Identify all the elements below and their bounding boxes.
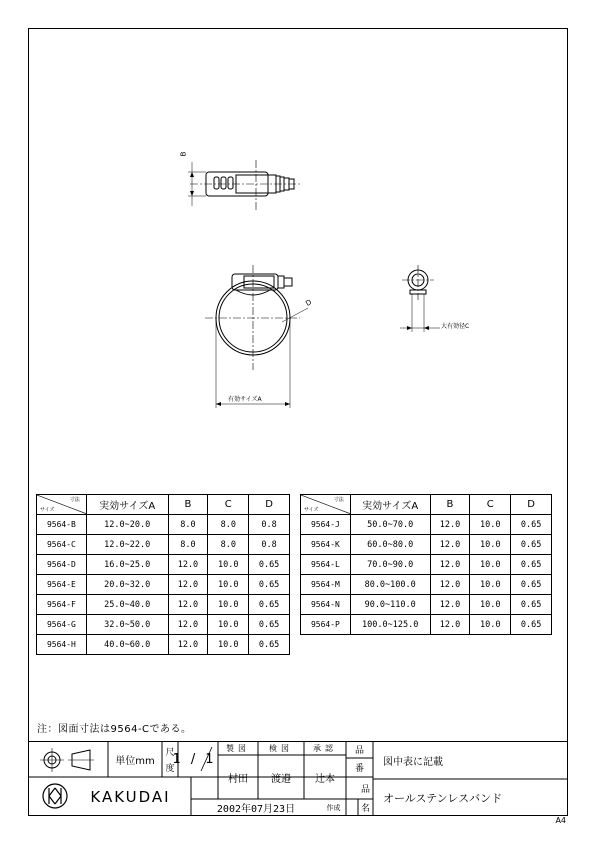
header-c: C xyxy=(208,495,249,515)
cell-code: 9564-M xyxy=(301,575,351,595)
part-name: オールステンレスバンド xyxy=(383,791,503,805)
cell-a: 12.0~20.0 xyxy=(86,515,168,535)
cell-c: 10.0 xyxy=(208,635,249,655)
cell-a: 12.0~22.0 xyxy=(86,535,168,555)
header-d: D xyxy=(249,495,290,515)
cell-a: 70.0~90.0 xyxy=(350,555,430,575)
unit-label: 単位mm xyxy=(115,755,155,767)
cell-b: 12.0 xyxy=(168,555,208,575)
clamp-front-view xyxy=(216,274,292,355)
cell-c: 10.0 xyxy=(208,575,249,595)
date: 2002年07月23日 xyxy=(216,804,296,815)
cell-a: 20.0~32.0 xyxy=(86,575,168,595)
cell-b: 12.0 xyxy=(168,615,208,635)
cell-a: 40.0~60.0 xyxy=(86,635,168,655)
role-check: 検図 xyxy=(269,743,293,753)
cell-c: 10.0 xyxy=(470,515,511,535)
cell-c: 10.0 xyxy=(470,555,511,575)
table-row xyxy=(37,615,290,635)
cell-code: 9564-D xyxy=(37,555,87,575)
cell-code: 9564-L xyxy=(301,555,351,575)
cell-c: 10.0 xyxy=(208,615,249,635)
cell-code: 9564-B xyxy=(37,515,87,535)
cell-c: 10.0 xyxy=(470,615,511,635)
date-suffix: 作成 xyxy=(326,803,341,812)
table-row xyxy=(37,535,290,555)
name-check: 渡邉 xyxy=(271,773,291,785)
corner-top-label: 寸法 xyxy=(69,497,80,503)
part-no-label-2: 番 xyxy=(354,764,364,774)
header-b: B xyxy=(168,495,208,515)
cell-d: 0.65 xyxy=(511,555,552,575)
projection-symbol-icon xyxy=(40,748,94,772)
cell-d: 0.65 xyxy=(249,635,290,655)
paper-size: A4 xyxy=(555,816,566,825)
cell-a: 60.0~80.0 xyxy=(350,535,430,555)
table-row xyxy=(301,615,552,635)
cell-b: 12.0 xyxy=(430,535,470,555)
title-block xyxy=(28,741,568,816)
table-row xyxy=(301,575,552,595)
cell-d: 0.65 xyxy=(249,575,290,595)
cell-d: 0.65 xyxy=(249,595,290,615)
scale-label-2: 度 xyxy=(165,763,175,774)
table-row xyxy=(301,595,552,615)
cell-a: 16.0~25.0 xyxy=(86,555,168,575)
cell-a: 25.0~40.0 xyxy=(86,595,168,615)
cell-d: 0.8 xyxy=(249,515,290,535)
table-row xyxy=(301,555,552,575)
cell-code: 9564-K xyxy=(301,535,351,555)
drawing-note: 注：図面寸法は9564-Cである。 xyxy=(37,724,192,735)
cell-code: 9564-C xyxy=(37,535,87,555)
cell-b: 12.0 xyxy=(168,635,208,655)
table-row xyxy=(37,555,290,575)
cell-b: 12.0 xyxy=(168,595,208,615)
header-d: D xyxy=(511,495,552,515)
role-approve: 承認 xyxy=(313,743,337,753)
name-approve: 辻本 xyxy=(315,773,335,785)
cell-b: 8.0 xyxy=(168,515,208,535)
corner-cell xyxy=(37,495,87,515)
corner-bottom-label: サイズ xyxy=(40,507,55,513)
part-number: 図中表に記載 xyxy=(383,756,443,768)
cell-b: 8.0 xyxy=(168,535,208,555)
scale-value: 1/1 xyxy=(172,751,224,767)
cell-code: 9564-P xyxy=(301,615,351,635)
dim-d-label: D xyxy=(304,298,314,308)
cell-b: 12.0 xyxy=(430,515,470,535)
name-design: 村田 xyxy=(228,773,248,785)
spec-table-right xyxy=(300,494,552,635)
cell-code: 9564-G xyxy=(37,615,87,635)
header-a: 実効サイズA xyxy=(86,495,168,515)
table-row xyxy=(37,575,290,595)
part-name-label-1: 品 xyxy=(360,784,370,795)
cell-b: 12.0 xyxy=(430,555,470,575)
cell-d: 0.65 xyxy=(511,535,552,555)
cell-d: 0.65 xyxy=(511,575,552,595)
cell-code: 9564-E xyxy=(37,575,87,595)
cell-a: 80.0~100.0 xyxy=(350,575,430,595)
dim-b-label: B xyxy=(179,151,188,157)
cell-d: 0.65 xyxy=(249,555,290,575)
cell-b: 12.0 xyxy=(430,595,470,615)
table-row xyxy=(37,515,290,535)
cell-c: 8.0 xyxy=(208,535,249,555)
role-design: 製図 xyxy=(226,743,250,753)
table-row xyxy=(301,535,552,555)
table-header-row xyxy=(37,495,290,515)
dim-a-label: 有効サイズA xyxy=(228,396,262,403)
cell-b: 12.0 xyxy=(430,575,470,595)
cell-c: 10.0 xyxy=(208,555,249,575)
cell-code: 9564-F xyxy=(37,595,87,615)
cell-c: 8.0 xyxy=(208,515,249,535)
cell-c: 10.0 xyxy=(470,575,511,595)
corner-cell xyxy=(301,495,351,515)
cell-b: 12.0 xyxy=(430,615,470,635)
table-row xyxy=(37,595,290,615)
cell-a: 90.0~110.0 xyxy=(350,595,430,615)
corner-bottom-label: サイズ xyxy=(304,507,319,513)
cell-a: 32.0~50.0 xyxy=(86,615,168,635)
cell-d: 0.65 xyxy=(511,515,552,535)
spec-table-left xyxy=(36,494,290,655)
kakudai-logo-icon xyxy=(43,784,67,808)
header-c: C xyxy=(470,495,511,515)
cell-code: 9564-H xyxy=(37,635,87,655)
part-no-label-1: 品 xyxy=(354,746,364,756)
cell-a: 50.0~70.0 xyxy=(350,515,430,535)
part-name-label-2: 名 xyxy=(360,804,370,814)
cell-c: 10.0 xyxy=(208,595,249,615)
cell-d: 0.8 xyxy=(249,535,290,555)
table-header-row xyxy=(301,495,552,515)
cell-b: 12.0 xyxy=(168,575,208,595)
cell-c: 10.0 xyxy=(470,535,511,555)
cell-code: 9564-J xyxy=(301,515,351,535)
cell-d: 0.65 xyxy=(511,595,552,615)
company-name: KAKUDAI xyxy=(90,788,171,806)
table-row xyxy=(301,515,552,535)
dim-thick-label: 大有効径C xyxy=(441,323,470,330)
header-b: B xyxy=(430,495,470,515)
header-a: 実効サイズA xyxy=(350,495,430,515)
cell-code: 9564-N xyxy=(301,595,351,615)
corner-top-label: 寸法 xyxy=(333,497,344,503)
cell-c: 10.0 xyxy=(470,595,511,615)
table-row xyxy=(37,635,290,655)
scale-label-1: 尺 xyxy=(165,747,175,758)
cell-a: 100.0~125.0 xyxy=(350,615,430,635)
cell-d: 0.65 xyxy=(249,615,290,635)
cell-d: 0.65 xyxy=(511,615,552,635)
